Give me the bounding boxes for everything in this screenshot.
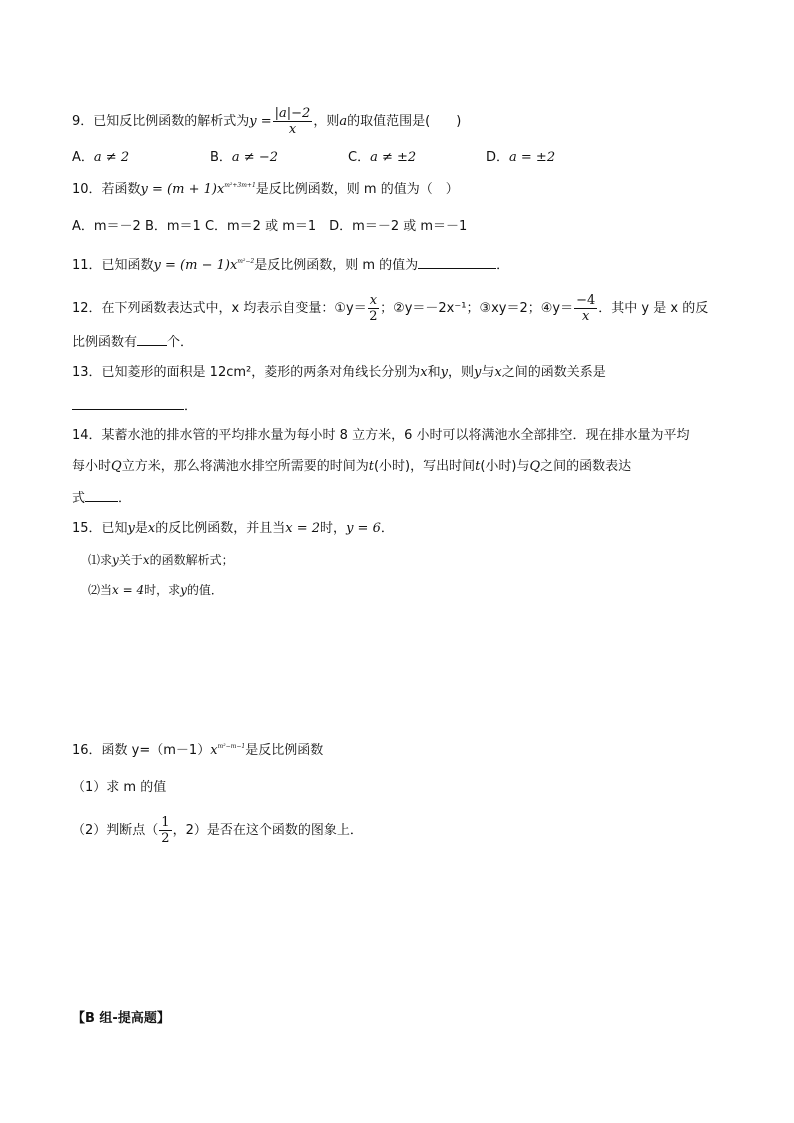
q9-option-label: B． xyxy=(210,150,232,165)
q15-var-x: x xyxy=(147,521,156,536)
q15-sub2-condition: x = 4 xyxy=(112,583,145,597)
q14-answer-blank[interactable] xyxy=(85,489,118,502)
q12-fraction-1-denominator: 2 xyxy=(369,309,378,324)
q14-text: 立方米，那么将满池水排空所需要的时间为 xyxy=(121,459,369,474)
q16-fraction xyxy=(159,815,171,846)
q13-text: 之间的函数关系是 xyxy=(501,365,606,380)
q9-option-c xyxy=(348,146,416,165)
question-10 xyxy=(72,181,459,199)
q16-fraction-denominator: 2 xyxy=(161,831,170,846)
q12-fraction-4-denominator: x xyxy=(582,309,590,324)
q14-line-2 xyxy=(72,458,631,476)
q14-var-t: t xyxy=(368,459,374,474)
q16-subquestion-1 xyxy=(72,779,166,797)
q15-sub1-text: 关于 xyxy=(118,553,143,567)
q16-exponent: m²−m−1 xyxy=(217,743,246,750)
q11-answer-blank[interactable] xyxy=(418,256,496,269)
q13-line2-tail: ． xyxy=(184,399,198,414)
q12-line2-tail: 个． xyxy=(167,335,194,350)
q12-tail: ．其中 y 是 x 的反 xyxy=(598,301,709,316)
q13-text: ，则 xyxy=(447,365,474,380)
q11-expr: y = (m − 1)x xyxy=(153,258,238,273)
q13-var-y: y xyxy=(440,365,448,380)
q9-y-eq: y = xyxy=(249,114,272,129)
q15-sub1-text: ⑴求 xyxy=(88,553,113,567)
q16-sub1-text: （1）求 m 的值 xyxy=(72,780,167,795)
q9-option-label: A． xyxy=(72,150,94,165)
q9-fraction-numerator: |a|−2 xyxy=(274,106,311,121)
q14-var-q: Q xyxy=(529,459,541,474)
q16-subquestion-2 xyxy=(72,815,363,846)
q14-text: 之间的函数表达 xyxy=(540,459,632,474)
q14-text: 每小时 xyxy=(72,459,112,474)
q14-var-q: Q xyxy=(111,459,122,474)
q12-fraction-1-numerator: x xyxy=(369,293,378,308)
q15-tail: ． xyxy=(380,521,394,536)
q12-fraction-1 xyxy=(368,293,379,324)
q16-stem: 16．函数 y=（m－1） xyxy=(72,743,211,758)
section-b-title: 【B 组-提高题】 xyxy=(72,1011,170,1026)
q16-tail: 是反比例函数 xyxy=(245,743,324,758)
q9-text: ，则 xyxy=(313,114,340,129)
q9-tail: 的取值范围是( ) xyxy=(347,114,462,129)
q15-sub2-text: 的值． xyxy=(186,583,223,597)
q9-var-a: a xyxy=(339,114,348,129)
q10-stem: 10．若函数 xyxy=(72,182,141,197)
q11-exponent: m²−2 xyxy=(237,258,255,265)
question-9 xyxy=(72,106,461,137)
q15-var-y: y xyxy=(127,521,135,536)
question-13 xyxy=(72,364,606,382)
section-b-heading xyxy=(72,1010,170,1028)
q11-stem: 11．已知函数 xyxy=(72,258,154,273)
q15-subquestion-1 xyxy=(88,551,234,569)
q16-sub2-text: （2）判断点（ xyxy=(72,823,159,838)
q15-subquestion-2 xyxy=(88,581,223,599)
q14-text: 式 xyxy=(72,491,86,506)
q15-sub2-text: 时，求 xyxy=(144,583,181,597)
q12-fraction-4 xyxy=(574,293,597,324)
q11-tail: ． xyxy=(496,258,510,273)
q14-tail: ． xyxy=(118,491,132,506)
q9-option-b xyxy=(210,146,278,165)
q14-line-3 xyxy=(72,489,131,508)
q15-stem: 15．已知 xyxy=(72,521,128,536)
q9-option-a xyxy=(72,146,129,165)
q14-var-t: t xyxy=(475,459,481,474)
q15-sub2-text: ⑵当 xyxy=(88,583,113,597)
q15-sub1-var-x: x xyxy=(142,553,150,567)
q10-tail: 是反比例函数，则 m 的值为（ ） xyxy=(255,182,459,197)
q9-stem: 9．已知反比例函数的解析式为 xyxy=(72,114,250,129)
q14-text: (小时)与 xyxy=(480,459,530,474)
q13-line-2 xyxy=(72,397,197,416)
q13-stem: 13．已知菱形的面积是 12cm²，菱形的两条对角线长分别为 xyxy=(72,365,421,380)
q9-fraction xyxy=(273,106,313,137)
q10-options-text: A．m＝－2 B．m＝1 C．m＝2 或 m＝1 D．m＝－2 或 m＝－1 xyxy=(72,219,468,234)
q9-option-expr: a ≠ −2 xyxy=(231,150,278,165)
q9-option-expr: a = ±2 xyxy=(509,150,556,165)
q11-text: 是反比例函数，则 m 的值为 xyxy=(254,258,419,273)
q10-exponent: m²+3m+1 xyxy=(224,182,256,189)
q9-option-expr: a ≠ ±2 xyxy=(370,150,417,165)
q14-text: (小时)，写出时间 xyxy=(373,459,476,474)
q10-expr: y = (m + 1)x xyxy=(140,182,225,197)
q15-sub1-text: 的函数解析式； xyxy=(149,553,234,567)
question-12 xyxy=(72,293,708,324)
q15-text: 是 xyxy=(134,521,148,536)
q9-option-expr: a ≠ 2 xyxy=(93,150,130,165)
q12-line-2 xyxy=(72,333,193,352)
q12-fraction-4-numerator: −4 xyxy=(576,293,596,308)
question-15 xyxy=(72,520,394,538)
q13-var-y: y xyxy=(473,365,482,380)
q15-text: 时， xyxy=(320,521,347,536)
q13-text: 与 xyxy=(481,365,495,380)
q16-sub2-text: ，2）是否在这个函数的图象上． xyxy=(172,823,363,838)
q13-answer-blank[interactable] xyxy=(72,397,184,410)
q9-fraction-denominator: x xyxy=(288,122,297,137)
q12-answer-blank[interactable] xyxy=(137,333,167,346)
question-14 xyxy=(72,427,689,445)
q12-line2-text: 比例函数有 xyxy=(72,335,138,350)
q15-text: 的反比例函数，并且当 xyxy=(155,521,286,536)
q13-text: 和 xyxy=(427,365,441,380)
question-11 xyxy=(72,256,509,275)
q16-fraction-numerator: 1 xyxy=(161,815,170,830)
q15-sub2-var-y: y xyxy=(180,583,187,597)
q15-condition-y: y = 6 xyxy=(346,521,381,536)
q9-option-label: D． xyxy=(486,150,510,165)
q13-var-x: x xyxy=(494,365,502,380)
q10-options xyxy=(72,218,467,236)
q14-line-1: 14．某蓄水池的排水管的平均排水量为每小时 8 立方米，6 小时可以将满池水全部排空．现在排水量为平均 xyxy=(72,428,690,443)
q15-condition-x: x = 2 xyxy=(285,521,321,536)
q9-option-label: C． xyxy=(348,150,371,165)
q12-stem: 12．在下列函数表达式中，x 均表示自变量：①y＝ xyxy=(72,301,367,316)
q9-option-d xyxy=(486,146,555,165)
q15-sub1-var-y: y xyxy=(112,553,119,567)
q12-text: ；②y＝－2x⁻¹；③xy＝2；④y＝ xyxy=(380,301,574,316)
question-16 xyxy=(72,742,323,760)
q16-var-x: x xyxy=(210,743,218,758)
q13-var-x: x xyxy=(420,365,428,380)
